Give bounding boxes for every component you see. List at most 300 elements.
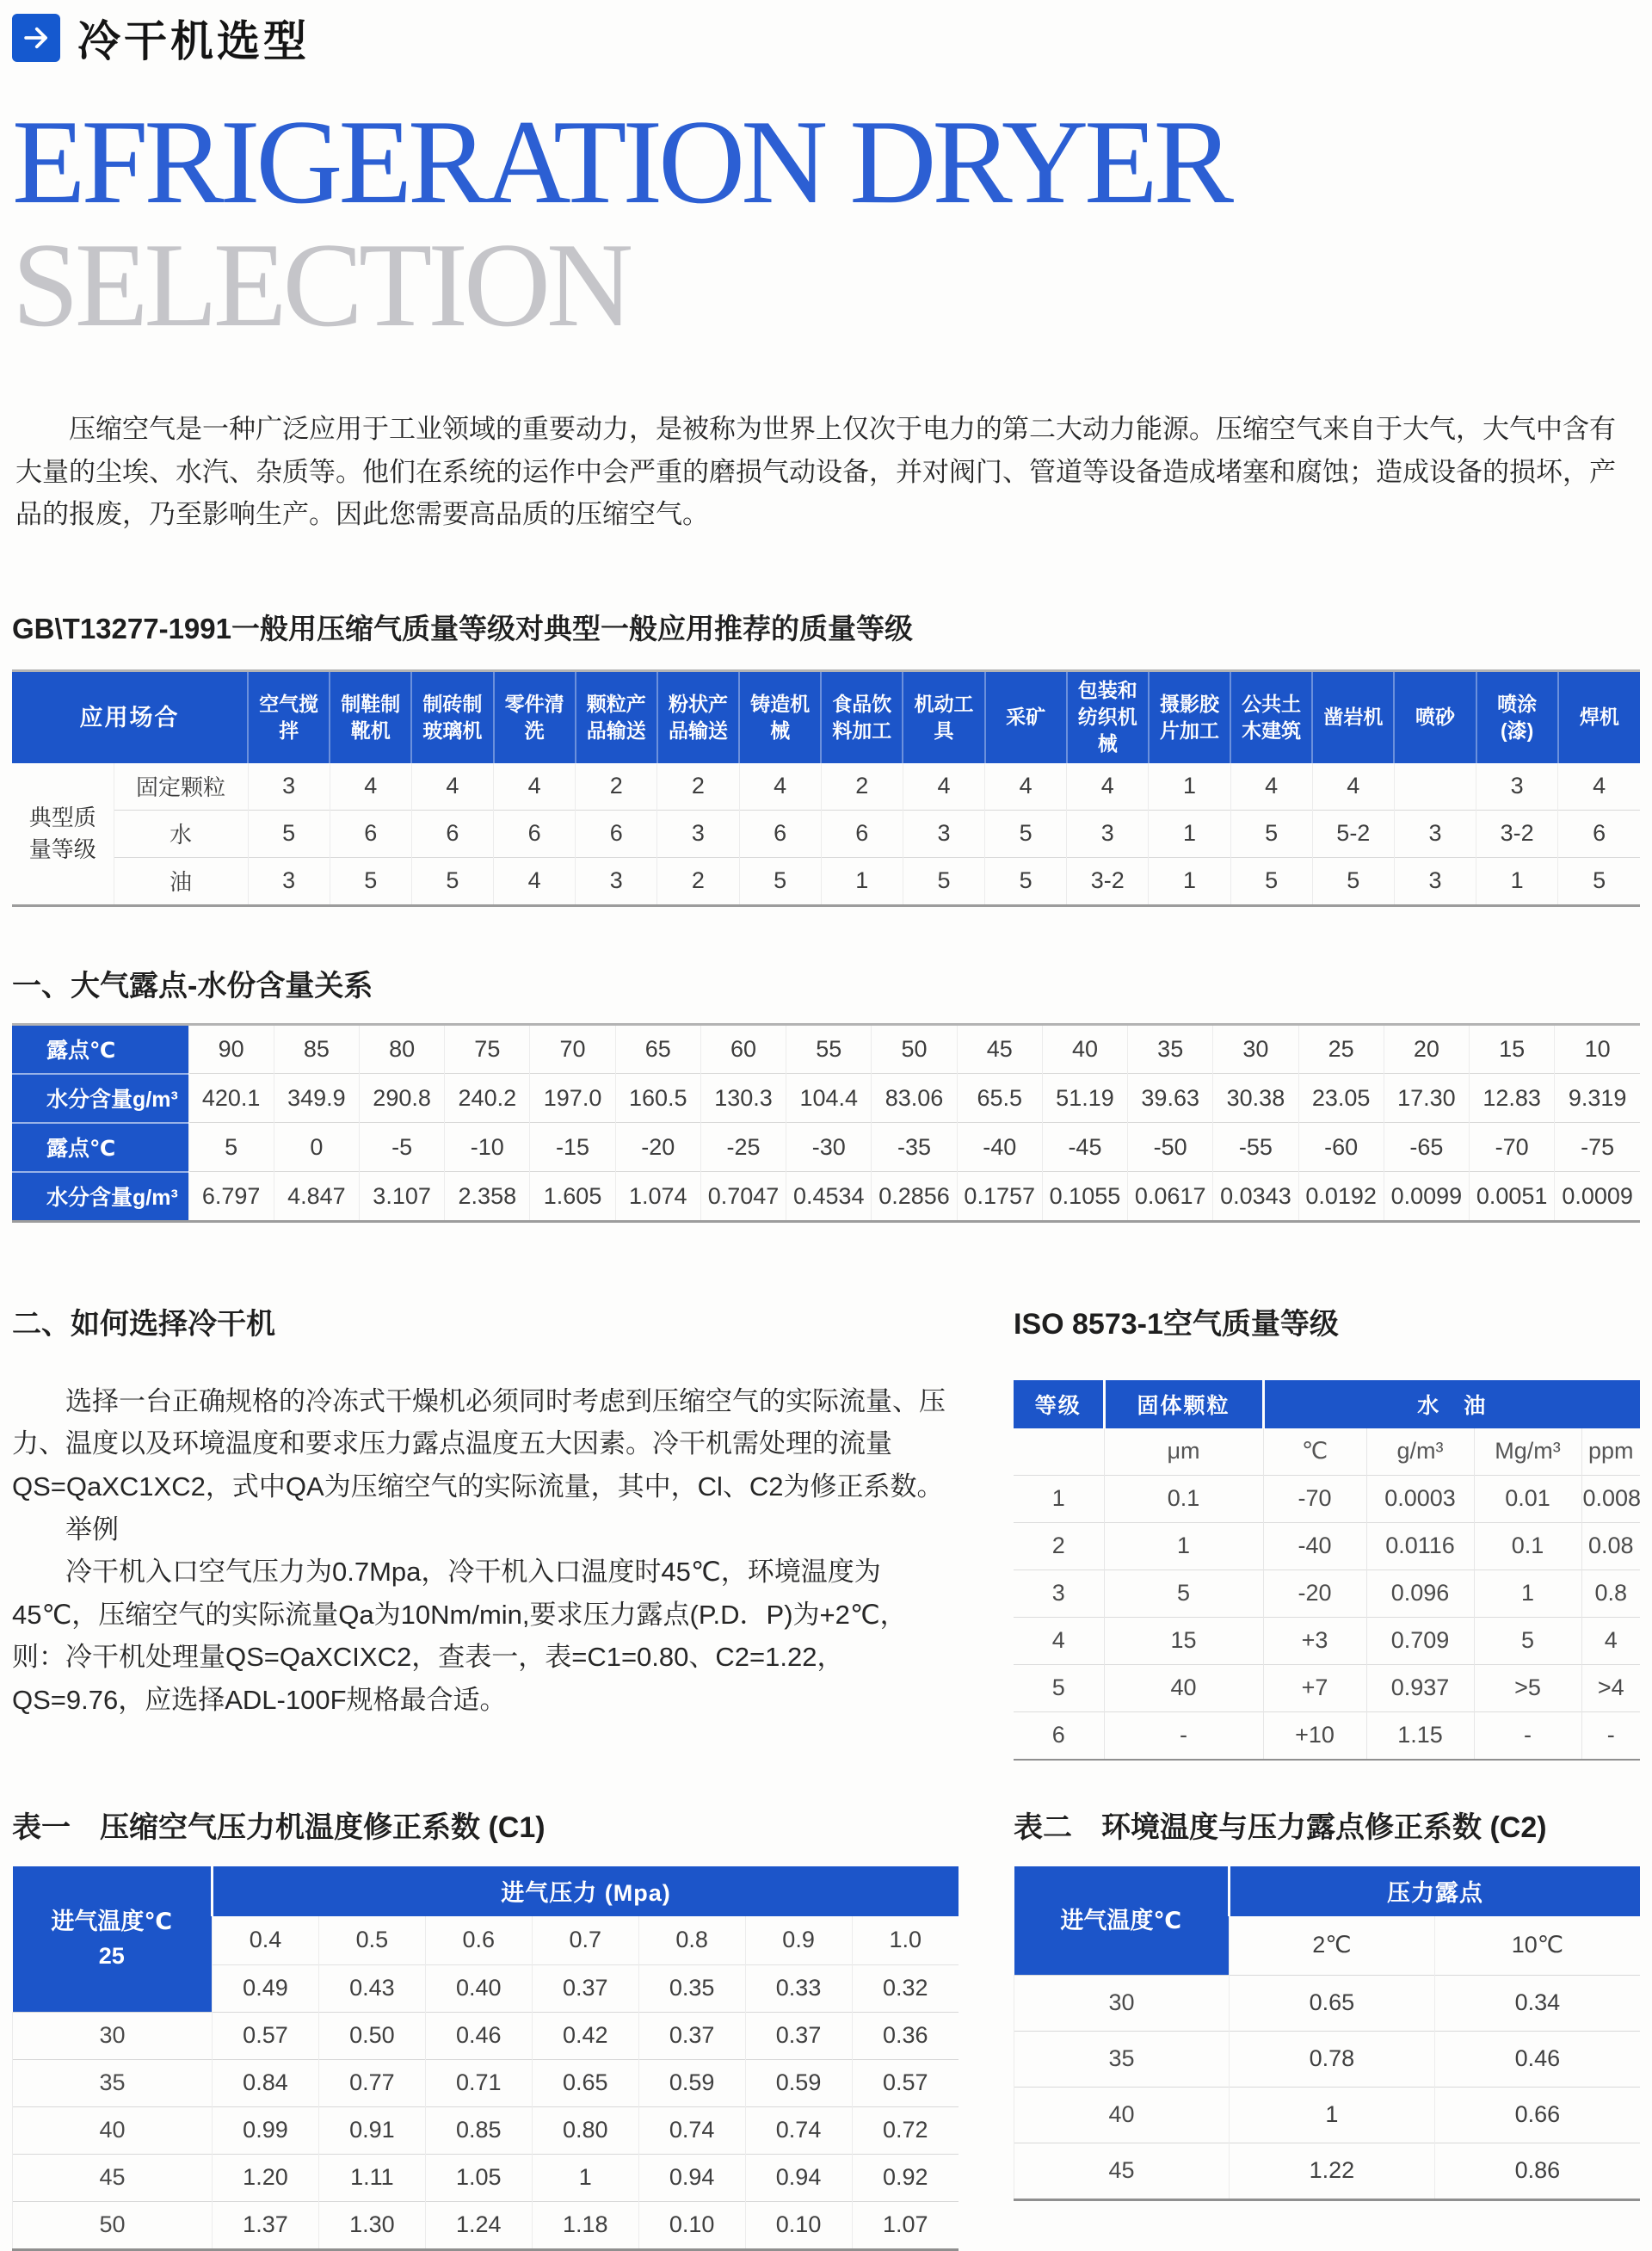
c2-value-cell: 0.86 bbox=[1434, 2143, 1640, 2199]
table-row bbox=[1014, 1664, 1640, 1711]
dew-row-label: 露点℃ bbox=[12, 1123, 188, 1172]
c1-value-cell: 0.10 bbox=[638, 2201, 745, 2249]
table-row bbox=[12, 1074, 1640, 1123]
dew-value-cell: -55 bbox=[1213, 1123, 1298, 1172]
c2-dewpoint-header: 压力露点 bbox=[1230, 1866, 1641, 1916]
c2-temp-cell: 40 bbox=[1014, 2087, 1230, 2143]
gb-value-cell: 2 bbox=[576, 763, 657, 811]
dew-value-cell: 349.9 bbox=[274, 1074, 359, 1123]
gb-value-cell: 5 bbox=[1230, 857, 1312, 905]
c1-value-cell: 0.92 bbox=[852, 2154, 959, 2201]
dew-value-cell: 25 bbox=[1298, 1024, 1384, 1074]
dew-value-cell: 0.0343 bbox=[1213, 1172, 1298, 1222]
table-row bbox=[12, 763, 1640, 811]
gb-column-header: 制砖制玻璃机 bbox=[411, 670, 493, 763]
gb-value-cell: 4 bbox=[411, 763, 493, 811]
iso-value-cell: 2 bbox=[1014, 1522, 1104, 1570]
iso-value-cell: 4 bbox=[1581, 1617, 1640, 1664]
iso-value-cell: 4 bbox=[1014, 1617, 1104, 1664]
dew-value-cell: 60 bbox=[700, 1024, 786, 1074]
gb-column-header: 采矿 bbox=[985, 670, 1067, 763]
dew-value-cell: -50 bbox=[1128, 1123, 1213, 1172]
dew-value-cell: 160.5 bbox=[615, 1074, 700, 1123]
c2-dewpoint-cell: 10℃ bbox=[1434, 1916, 1640, 1976]
c1-value-cell: 0.37 bbox=[745, 2012, 852, 2059]
gb-row-label: 固定颗粒 bbox=[114, 763, 248, 811]
dew-value-cell: 104.4 bbox=[786, 1074, 872, 1123]
c1-value-cell: 0.32 bbox=[852, 1964, 959, 2012]
gb-column-header: 颗粒产品输送 bbox=[576, 670, 657, 763]
c1-value-cell: 0.46 bbox=[425, 2012, 532, 2059]
c1-value-cell: 0.94 bbox=[745, 2154, 852, 2201]
gb-value-cell: 5 bbox=[985, 857, 1067, 905]
dew-value-cell: 45 bbox=[957, 1024, 1042, 1074]
c1-pressure-header: 进气压力 (Mpa) bbox=[213, 1866, 959, 1916]
dew-value-cell: 39.63 bbox=[1128, 1074, 1213, 1123]
table-row bbox=[1014, 2087, 1641, 2143]
gb-quality-table bbox=[12, 669, 1640, 907]
c1-value-cell: 0.35 bbox=[638, 1964, 745, 2012]
c1-value-cell: 1.30 bbox=[318, 2201, 425, 2249]
c1-temp-cell: 35 bbox=[13, 2059, 213, 2106]
dew-row-label: 露点℃ bbox=[12, 1024, 188, 1074]
dewpoint-section-title: 一、大气露点-水份含量关系 bbox=[12, 969, 373, 1002]
c1-value-cell: 1 bbox=[532, 2154, 638, 2201]
table-row bbox=[12, 810, 1640, 857]
iso-unit-cell: ppm bbox=[1581, 1428, 1640, 1476]
dew-value-cell: 0.1055 bbox=[1042, 1172, 1127, 1222]
page-title: 冷干机选型 bbox=[77, 17, 310, 65]
iso-value-cell: -70 bbox=[1263, 1475, 1366, 1522]
dew-value-cell: -15 bbox=[530, 1123, 615, 1172]
selection-paragraph-3: 冷干机入口空气压力为0.7Mpa，冷干机入口温度时45℃，环境温度为45℃，压缩空气的实际流量Qa为10Nm/min,要求压力露点(P.D．P)为+2℃，则：冷干机处理量QS=QaXCIXC2，查表一，表=C1=0.80、C2=1.22，QS=9.76，应选择ADL-100F规格最合适。 bbox=[12, 1557, 907, 1715]
gb-value-cell: 4 bbox=[494, 857, 576, 905]
gb-value-cell: 5 bbox=[739, 857, 821, 905]
table-row bbox=[1014, 2031, 1641, 2087]
c2-table bbox=[1014, 1866, 1640, 2201]
intro-paragraph: 压缩空气是一种广泛应用于工业领域的重要动力，是被称为世界上仅次于电力的第二大动力能源。压缩空气来自于大气，大气中含有大量的尘埃、水汽、杂质等。他们在系统的运作中会严重的磨损气动设备，并对阀门、管道等设备造成堵塞和腐蚀；造成设备的损坏，产品的报废，乃至影响生产。因此您需要高品质的压缩空气。 bbox=[15, 414, 1616, 530]
dew-value-cell: 80 bbox=[359, 1024, 444, 1074]
gb-value-cell: 4 bbox=[330, 763, 411, 811]
big-subtitle-english: SELECTION bbox=[12, 219, 630, 352]
iso-value-cell: 0.8 bbox=[1581, 1570, 1640, 1617]
iso-value-cell: 1.15 bbox=[1366, 1711, 1474, 1760]
dew-value-cell: 65.5 bbox=[957, 1074, 1042, 1123]
dew-row-label: 水分含量g/m³ bbox=[12, 1172, 188, 1222]
gb-column-header: 铸造机械 bbox=[739, 670, 821, 763]
gb-column-header: 公共土木建筑 bbox=[1230, 670, 1312, 763]
iso-unit-cell: g/m³ bbox=[1366, 1428, 1474, 1476]
gb-value-cell: 4 bbox=[1067, 763, 1149, 811]
c1-pressure-cell: 0.9 bbox=[745, 1916, 852, 1965]
table-row bbox=[12, 1172, 1640, 1222]
table-row bbox=[13, 2059, 959, 2106]
table-row bbox=[1014, 1522, 1640, 1570]
gb-value-cell: 3 bbox=[248, 763, 330, 811]
big-title-english: EFRIGERATION DRYER bbox=[12, 96, 1230, 229]
c1-value-cell: 0.80 bbox=[532, 2106, 638, 2154]
dew-value-cell: 6.797 bbox=[188, 1172, 274, 1222]
dew-value-cell: -40 bbox=[957, 1123, 1042, 1172]
c1-value-cell: 0.49 bbox=[213, 1964, 319, 2012]
gb-value-cell: 3 bbox=[1067, 810, 1149, 857]
c2-value-cell: 0.65 bbox=[1230, 1975, 1435, 2031]
c1-value-cell: 0.85 bbox=[425, 2106, 532, 2154]
dew-value-cell: 240.2 bbox=[445, 1074, 530, 1123]
gb-value-cell: 4 bbox=[739, 763, 821, 811]
iso-value-cell: 5 bbox=[1104, 1570, 1263, 1617]
gb-column-header: 机动工具 bbox=[903, 670, 984, 763]
c1-table-title: 表一 压缩空气压力机温度修正系数 (C1) bbox=[12, 1810, 546, 1844]
c2-temp-cell: 30 bbox=[1014, 1975, 1230, 2031]
dew-value-cell: 17.30 bbox=[1384, 1074, 1469, 1123]
table-row bbox=[13, 2154, 959, 2201]
dew-value-cell: 197.0 bbox=[530, 1074, 615, 1123]
dew-value-cell: -65 bbox=[1384, 1123, 1469, 1172]
table-row bbox=[1014, 2143, 1641, 2199]
c1-pressure-cell: 0.7 bbox=[532, 1916, 638, 1965]
iso-value-cell: 15 bbox=[1104, 1617, 1263, 1664]
gb-value-cell: 5 bbox=[903, 857, 984, 905]
c1-value-cell: 0.36 bbox=[852, 2012, 959, 2059]
c1-value-cell: 0.74 bbox=[745, 2106, 852, 2154]
c1-value-cell: 0.43 bbox=[318, 1964, 425, 2012]
selection-column bbox=[12, 1300, 959, 1761]
iso-value-cell: -40 bbox=[1263, 1522, 1366, 1570]
iso-value-cell: 0.096 bbox=[1366, 1570, 1474, 1617]
iso-unit-cell: ℃ bbox=[1263, 1428, 1366, 1476]
iso-value-cell: - bbox=[1474, 1711, 1581, 1760]
table-row bbox=[1014, 1711, 1640, 1760]
c1-value-cell: 0.10 bbox=[745, 2201, 852, 2249]
selection-paragraph-1: 选择一台正确规格的冷冻式干燥机必须同时考虑到压缩空气的实际流量、压力、温度以及环境温度和要求压力露点温度五大因素。冷干机需处理的流量QS=QaXC1XC2，式中QA为压缩空气的实际流量，其中，Cl、C2为修正系数。 bbox=[12, 1385, 946, 1502]
dew-value-cell: 1.605 bbox=[530, 1172, 615, 1222]
gb-column-header: 喷涂(漆) bbox=[1476, 670, 1558, 763]
gb-value-cell: 5 bbox=[985, 810, 1067, 857]
c1-value-cell: 1.24 bbox=[425, 2201, 532, 2249]
c1-value-cell: 0.74 bbox=[638, 2106, 745, 2154]
gb-column-header: 食品饮料加工 bbox=[821, 670, 903, 763]
dew-value-cell: -25 bbox=[700, 1123, 786, 1172]
dew-value-cell: 0.0051 bbox=[1470, 1172, 1555, 1222]
gb-value-cell: 6 bbox=[821, 810, 903, 857]
c1-value-cell: 0.40 bbox=[425, 1964, 532, 2012]
selection-paragraph-2: 举例 bbox=[65, 1514, 119, 1545]
iso-value-cell: 1 bbox=[1014, 1475, 1104, 1522]
iso-value-cell: 5 bbox=[1014, 1664, 1104, 1711]
gb-column-header: 空气搅拌 bbox=[248, 670, 330, 763]
c1-value-cell: 0.42 bbox=[532, 2012, 638, 2059]
iso-value-cell: 0.008 bbox=[1581, 1475, 1640, 1522]
dew-value-cell: 5 bbox=[188, 1123, 274, 1172]
gb-row-group-label: 典型质量等级 bbox=[28, 805, 96, 862]
c1-value-cell: 0.71 bbox=[425, 2059, 532, 2106]
iso-value-cell: +10 bbox=[1263, 1711, 1366, 1760]
dew-value-cell: 23.05 bbox=[1298, 1074, 1384, 1123]
iso-value-cell: - bbox=[1104, 1711, 1263, 1760]
c1-table bbox=[12, 1866, 959, 2251]
c2-value-cell: 0.66 bbox=[1434, 2087, 1640, 2143]
table-row bbox=[12, 1123, 1640, 1172]
c1-value-cell: 0.57 bbox=[852, 2059, 959, 2106]
iso-value-cell: 0.937 bbox=[1366, 1664, 1474, 1711]
gb-value-cell: 4 bbox=[903, 763, 984, 811]
gb-value-cell: 2 bbox=[821, 763, 903, 811]
dew-value-cell: 0.7047 bbox=[700, 1172, 786, 1222]
dew-value-cell: 290.8 bbox=[359, 1074, 444, 1123]
iso-value-cell: 0.0116 bbox=[1366, 1522, 1474, 1570]
c1-temp-cell: 45 bbox=[13, 2154, 213, 2201]
dew-value-cell: 10 bbox=[1555, 1024, 1640, 1074]
gb-value-cell: 2 bbox=[657, 763, 739, 811]
gb-value-cell: 6 bbox=[739, 810, 821, 857]
dew-value-cell: 30.38 bbox=[1213, 1074, 1298, 1123]
dew-value-cell: 0.4534 bbox=[786, 1172, 872, 1222]
iso-value-cell: 0.08 bbox=[1581, 1522, 1640, 1570]
c1-column bbox=[12, 1804, 959, 2251]
gb-value-cell: 3 bbox=[576, 857, 657, 905]
iso-value-cell: 40 bbox=[1104, 1664, 1263, 1711]
dew-value-cell: -45 bbox=[1042, 1123, 1127, 1172]
iso-value-cell: 0.709 bbox=[1366, 1617, 1474, 1664]
iso-table-title: ISO 8573-1空气质量等级 bbox=[1014, 1307, 1339, 1341]
c2-column bbox=[1014, 1804, 1640, 2251]
c1-value-cell: 1.18 bbox=[532, 2201, 638, 2249]
table-row bbox=[1014, 1570, 1640, 1617]
dew-value-cell: -5 bbox=[359, 1123, 444, 1172]
gb-value-cell: 1 bbox=[821, 857, 903, 905]
dew-value-cell: 75 bbox=[445, 1024, 530, 1074]
c1-value-cell: 0.59 bbox=[638, 2059, 745, 2106]
c1-corner-temp: 25 bbox=[98, 1943, 125, 1970]
gb-value-cell: 6 bbox=[494, 810, 576, 857]
dew-value-cell: 1.074 bbox=[615, 1172, 700, 1222]
iso-unit-empty-cell bbox=[1014, 1428, 1104, 1476]
iso-value-cell: +7 bbox=[1263, 1664, 1366, 1711]
gb-value-cell: 3 bbox=[1394, 810, 1476, 857]
gb-value-cell: 5 bbox=[248, 810, 330, 857]
gb-value-cell: 1 bbox=[1149, 810, 1230, 857]
table-row bbox=[13, 2012, 959, 2059]
c2-value-cell: 1.22 bbox=[1230, 2143, 1435, 2199]
gb-value-cell: 5 bbox=[1312, 857, 1394, 905]
c1-pressure-cell: 1.0 bbox=[852, 1916, 959, 1965]
dew-value-cell: 55 bbox=[786, 1024, 872, 1074]
gb-column-header: 喷砂 bbox=[1394, 670, 1476, 763]
c2-value-cell: 0.46 bbox=[1434, 2031, 1640, 2087]
c2-value-cell: 0.34 bbox=[1434, 1975, 1640, 2031]
gb-value-cell: 3 bbox=[1394, 857, 1476, 905]
table-row bbox=[13, 2106, 959, 2154]
gb-column-header: 包装和纺织机械 bbox=[1067, 670, 1149, 763]
dewpoint-table bbox=[12, 1023, 1640, 1223]
c1-value-cell: 0.94 bbox=[638, 2154, 745, 2201]
dew-value-cell: 0.0192 bbox=[1298, 1172, 1384, 1222]
iso-solids-header: 固体颗粒 bbox=[1104, 1380, 1263, 1428]
gb-corner-header: 应用场合 bbox=[12, 670, 248, 763]
iso-grade-header: 等级 bbox=[1014, 1380, 1104, 1428]
c2-temp-cell: 35 bbox=[1014, 2031, 1230, 2087]
c1-temp-cell: 30 bbox=[13, 2012, 213, 2059]
c1-value-cell: 0.84 bbox=[213, 2059, 319, 2106]
dew-value-cell: 0.2856 bbox=[872, 1172, 957, 1222]
gb-value-cell: 6 bbox=[411, 810, 493, 857]
dew-row-label: 水分含量g/m³ bbox=[12, 1074, 188, 1123]
c2-dewpoint-cell: 2℃ bbox=[1230, 1916, 1435, 1976]
arrow-right-icon bbox=[12, 14, 60, 62]
gb-value-cell: 1 bbox=[1149, 763, 1230, 811]
c1-temp-cell: 40 bbox=[13, 2106, 213, 2154]
gb-value-cell: 4 bbox=[494, 763, 576, 811]
c1-corner-header bbox=[13, 1866, 213, 2013]
iso-value-cell: 6 bbox=[1014, 1711, 1104, 1760]
iso-value-cell: 0.1 bbox=[1474, 1522, 1581, 1570]
dew-value-cell: -70 bbox=[1470, 1123, 1555, 1172]
dew-value-cell: 30 bbox=[1213, 1024, 1298, 1074]
gb-value-cell: 5 bbox=[1230, 810, 1312, 857]
iso-value-cell: >4 bbox=[1581, 1664, 1640, 1711]
gb-value-cell: 6 bbox=[330, 810, 411, 857]
dew-value-cell: 20 bbox=[1384, 1024, 1469, 1074]
gb-column-header: 凿岩机 bbox=[1312, 670, 1394, 763]
gb-value-cell: 3 bbox=[1476, 763, 1558, 811]
iso-unit-cell: μm bbox=[1104, 1428, 1263, 1476]
iso-value-cell: 1 bbox=[1104, 1522, 1263, 1570]
iso-header-row bbox=[1014, 1380, 1640, 1428]
dew-value-cell: 0.0009 bbox=[1555, 1172, 1640, 1222]
table-row bbox=[1014, 1475, 1640, 1522]
gb-value-cell: 3 bbox=[248, 857, 330, 905]
table-row bbox=[1014, 1975, 1641, 2031]
dew-value-cell: 83.06 bbox=[872, 1074, 957, 1123]
dew-value-cell: 85 bbox=[274, 1024, 359, 1074]
gb-column-header: 粉状产品输送 bbox=[657, 670, 739, 763]
gb-row-label: 油 bbox=[114, 857, 248, 905]
c1-value-cell: 0.50 bbox=[318, 2012, 425, 2059]
c2-table-title: 表二 环境温度与压力露点修正系数 (C2) bbox=[1014, 1810, 1547, 1844]
gb-value-cell: 2 bbox=[657, 857, 739, 905]
gb-value-cell: 4 bbox=[1558, 763, 1640, 811]
dew-value-cell: -60 bbox=[1298, 1123, 1384, 1172]
dew-value-cell: 0.0099 bbox=[1384, 1172, 1469, 1222]
gb-value-cell: 4 bbox=[1230, 763, 1312, 811]
iso-value-cell: 3 bbox=[1014, 1570, 1104, 1617]
iso-value-cell: 5 bbox=[1474, 1617, 1581, 1664]
c2-value-cell: 0.78 bbox=[1230, 2031, 1435, 2087]
dew-value-cell: -10 bbox=[445, 1123, 530, 1172]
iso-water-oil-header: 水 油 bbox=[1263, 1380, 1640, 1428]
c1-value-cell: 0.59 bbox=[745, 2059, 852, 2106]
c2-temp-cell: 45 bbox=[1014, 2143, 1230, 2199]
gb-value-cell: 4 bbox=[1312, 763, 1394, 811]
gb-value-cell: 5-2 bbox=[1312, 810, 1394, 857]
dew-value-cell: -75 bbox=[1555, 1123, 1640, 1172]
dew-value-cell: 35 bbox=[1128, 1024, 1213, 1074]
iso-value-cell: 0.01 bbox=[1474, 1475, 1581, 1522]
iso-table bbox=[1014, 1380, 1640, 1761]
gb-value-cell: 3 bbox=[657, 810, 739, 857]
c1-value-cell: 1.07 bbox=[852, 2201, 959, 2249]
c1-value-cell: 0.91 bbox=[318, 2106, 425, 2154]
gb-table-title: GB\T13277-1991一般用压缩气质量等级对典型一般应用推荐的质量等级 bbox=[12, 612, 913, 644]
dew-value-cell: 90 bbox=[188, 1024, 274, 1074]
dew-value-cell: 0 bbox=[274, 1123, 359, 1172]
gb-value-cell: 5 bbox=[1558, 857, 1640, 905]
gb-value-cell: 6 bbox=[1558, 810, 1640, 857]
gb-value-cell: 5 bbox=[330, 857, 411, 905]
c1-pressure-cell: 0.8 bbox=[638, 1916, 745, 1965]
table-row bbox=[12, 857, 1640, 905]
gb-value-cell: 3-2 bbox=[1067, 857, 1149, 905]
dew-value-cell: 4.847 bbox=[274, 1172, 359, 1222]
c1-value-cell: 0.65 bbox=[532, 2059, 638, 2106]
c1-value-cell: 0.57 bbox=[213, 2012, 319, 2059]
c1-value-cell: 0.33 bbox=[745, 1964, 852, 2012]
c1-value-cell: 1.11 bbox=[318, 2154, 425, 2201]
dew-value-cell: 40 bbox=[1042, 1024, 1127, 1074]
iso-value-cell: 1 bbox=[1474, 1570, 1581, 1617]
iso-value-cell: - bbox=[1581, 1711, 1640, 1760]
dew-value-cell: -35 bbox=[872, 1123, 957, 1172]
iso-column bbox=[1014, 1300, 1640, 1761]
table-row bbox=[13, 2201, 959, 2249]
dew-value-cell: 9.319 bbox=[1555, 1074, 1640, 1123]
c1-pressure-cell: 0.5 bbox=[318, 1916, 425, 1965]
c1-value-cell: 0.77 bbox=[318, 2059, 425, 2106]
dew-value-cell: 70 bbox=[530, 1024, 615, 1074]
gb-column-header: 零件清洗 bbox=[494, 670, 576, 763]
gb-row-label: 水 bbox=[114, 810, 248, 857]
correction-tables-section bbox=[12, 1804, 1640, 2251]
iso-value-cell: 0.1 bbox=[1104, 1475, 1263, 1522]
c1-value-cell: 1.05 bbox=[425, 2154, 532, 2201]
dew-value-cell: -20 bbox=[615, 1123, 700, 1172]
gb-value-cell: 1 bbox=[1476, 857, 1558, 905]
gb-value-cell: 3 bbox=[903, 810, 984, 857]
gb-value-cell bbox=[1394, 763, 1476, 811]
dew-value-cell: 0.1757 bbox=[957, 1172, 1042, 1222]
gb-value-cell: 6 bbox=[576, 810, 657, 857]
dew-value-cell: 2.358 bbox=[445, 1172, 530, 1222]
c2-corner-header: 进气温度℃ bbox=[1014, 1866, 1230, 1976]
iso-unit-cell: Mg/m³ bbox=[1474, 1428, 1581, 1476]
dew-value-cell: 65 bbox=[615, 1024, 700, 1074]
gb-value-cell: 1 bbox=[1149, 857, 1230, 905]
c1-value-cell: 0.37 bbox=[532, 1964, 638, 2012]
iso-value-cell: >5 bbox=[1474, 1664, 1581, 1711]
c1-corner-label: 进气温度℃ bbox=[51, 1908, 173, 1934]
page-header bbox=[12, 7, 1640, 69]
table-row bbox=[12, 1024, 1640, 1074]
selection-iso-section bbox=[12, 1300, 1640, 1761]
gb-column-header: 摄影胶片加工 bbox=[1149, 670, 1230, 763]
c1-pressure-cell: 0.4 bbox=[213, 1916, 319, 1965]
table-row bbox=[1014, 1617, 1640, 1664]
iso-value-cell: 0.0003 bbox=[1366, 1475, 1474, 1522]
gb-column-header: 焊机 bbox=[1558, 670, 1640, 763]
gb-value-cell: 4 bbox=[985, 763, 1067, 811]
c1-value-cell: 0.99 bbox=[213, 2106, 319, 2154]
c1-pressure-cell: 0.6 bbox=[425, 1916, 532, 1965]
c1-value-cell: 0.37 bbox=[638, 2012, 745, 2059]
gb-header-row bbox=[12, 670, 1640, 763]
dew-value-cell: -30 bbox=[786, 1123, 872, 1172]
dew-value-cell: 3.107 bbox=[359, 1172, 444, 1222]
c1-header-row bbox=[13, 1866, 959, 1916]
c2-header-row bbox=[1014, 1866, 1641, 1916]
dew-value-cell: 15 bbox=[1470, 1024, 1555, 1074]
dew-value-cell: 420.1 bbox=[188, 1074, 274, 1123]
